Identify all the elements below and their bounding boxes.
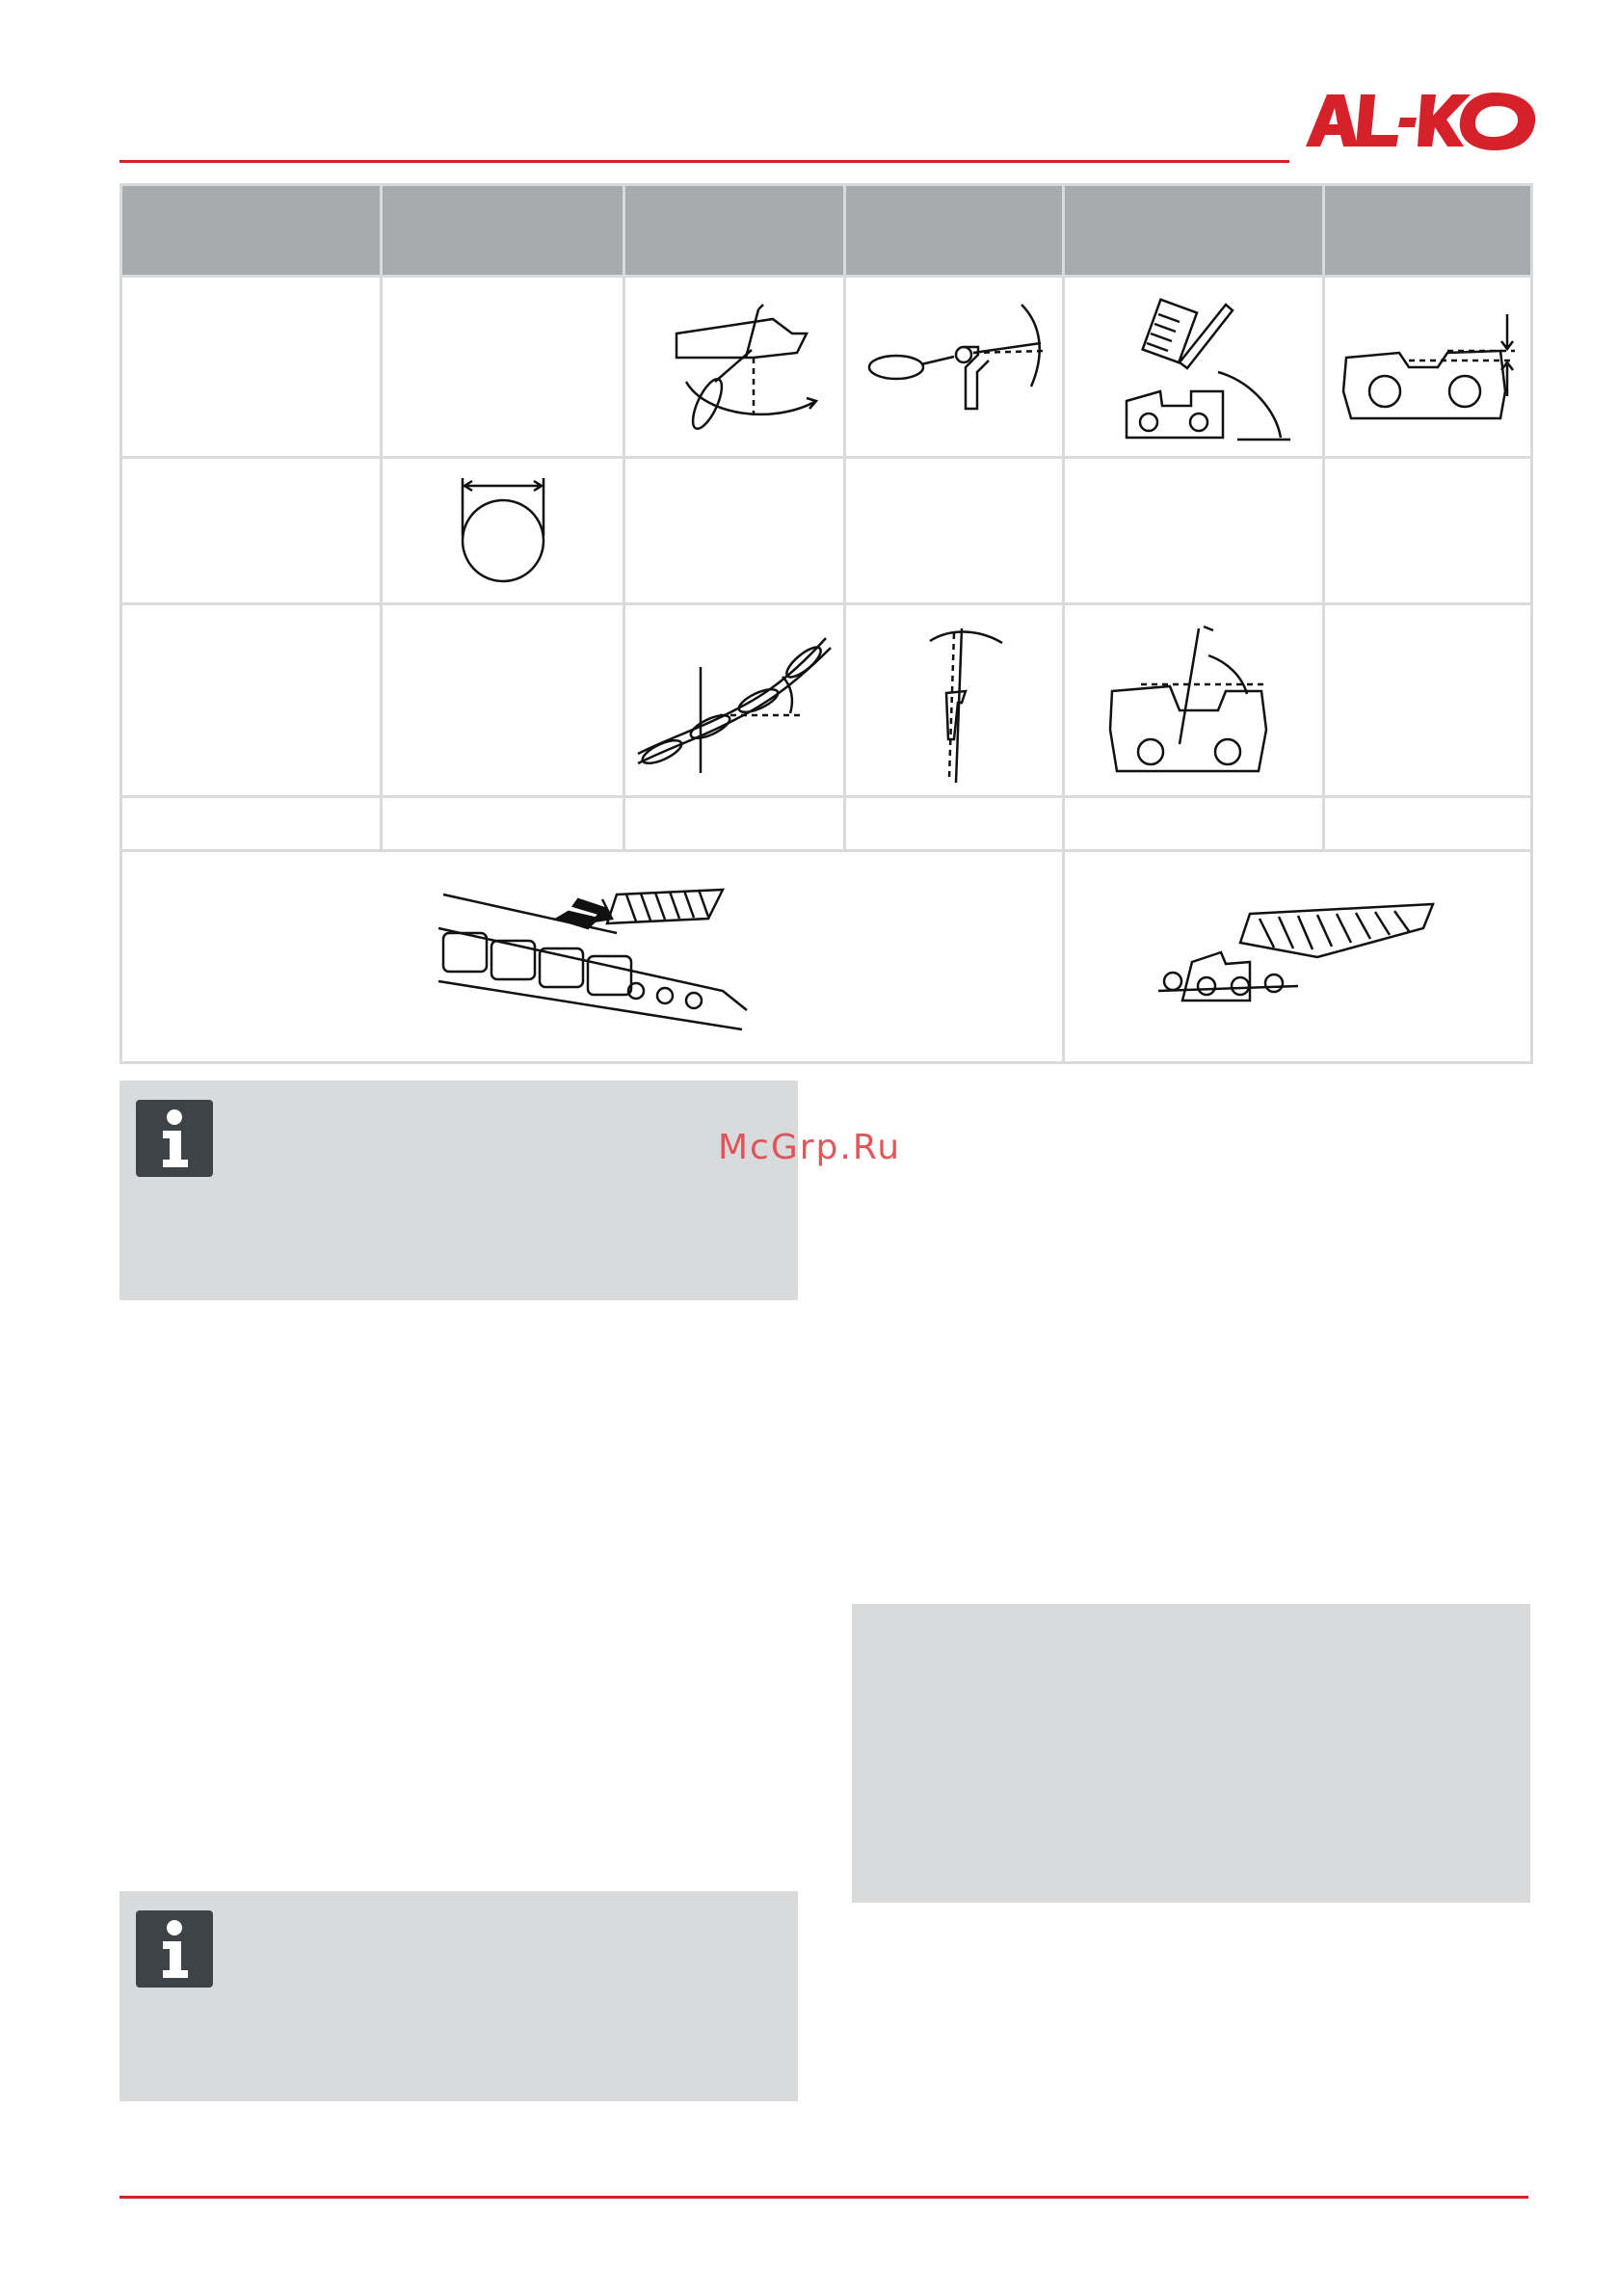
header-cell: [1064, 185, 1324, 277]
empty-cell: [382, 797, 624, 851]
empty-cell: [382, 604, 624, 797]
chain-top-plate-angle-illustration: [628, 619, 840, 783]
depth-gauge-tool-illustration: [1083, 285, 1305, 449]
file-plate-cell: [1064, 851, 1532, 1063]
sharpening-spec-grid: [119, 183, 1533, 1064]
cutter-profile-angle-illustration: [1083, 609, 1305, 792]
empty-cell: [845, 458, 1064, 604]
info-icon: [136, 1100, 213, 1177]
empty-cell: [624, 797, 845, 851]
grey-notice-panel: [852, 1604, 1530, 1903]
file-holding-angle-illustration: [638, 290, 831, 444]
file-tilt-angle-illustration: [858, 295, 1050, 440]
header-rule: [119, 160, 1289, 163]
footer-rule: [119, 2196, 1528, 2199]
file-angle-cell: [624, 277, 845, 458]
chain-top-view-cell: [624, 604, 845, 797]
header-cell: [1324, 185, 1532, 277]
watermark: McGrp.Ru: [718, 1128, 902, 1167]
header-cell: [382, 185, 624, 277]
header-cell: [624, 185, 845, 277]
info-note-box: [119, 1081, 798, 1300]
empty-cell: [845, 797, 1064, 851]
info-note-box: [119, 1891, 798, 2101]
brand-logo: [1306, 89, 1537, 156]
empty-cell: [1064, 797, 1324, 851]
file-tilt-cell: [845, 277, 1064, 458]
depth-setting-cell: [1324, 277, 1532, 458]
cutter-profile-cell: [1064, 604, 1324, 797]
file-diameter-illustration: [440, 468, 566, 594]
header-cell: [121, 185, 382, 277]
al-ko-logo-icon: [1306, 89, 1537, 156]
depth-gauge-plate-illustration: [1154, 894, 1443, 1020]
empty-cell: [1324, 797, 1532, 851]
empty-cell: [1324, 604, 1532, 797]
row-label-cell: [121, 458, 382, 604]
cutter-side-angle-illustration: [858, 614, 1050, 788]
file-guide-cell: [121, 851, 1064, 1063]
info-icon: [136, 1910, 213, 1988]
cutter-side-cell: [845, 604, 1064, 797]
file-guide-on-chain-illustration: [434, 875, 752, 1039]
row-label-cell: [121, 604, 382, 797]
row-label-cell: [121, 797, 382, 851]
row-label-cell: [121, 277, 382, 458]
empty-cell: [382, 277, 624, 458]
file-diameter-cell: [382, 458, 624, 604]
empty-cell: [624, 458, 845, 604]
header-cell: [845, 185, 1064, 277]
depth-gauge-cell: [1064, 277, 1324, 458]
empty-cell: [1324, 458, 1532, 604]
empty-cell: [1064, 458, 1324, 604]
depth-setting-illustration: [1332, 295, 1525, 440]
chain-sharpening-table: [119, 183, 1530, 1064]
